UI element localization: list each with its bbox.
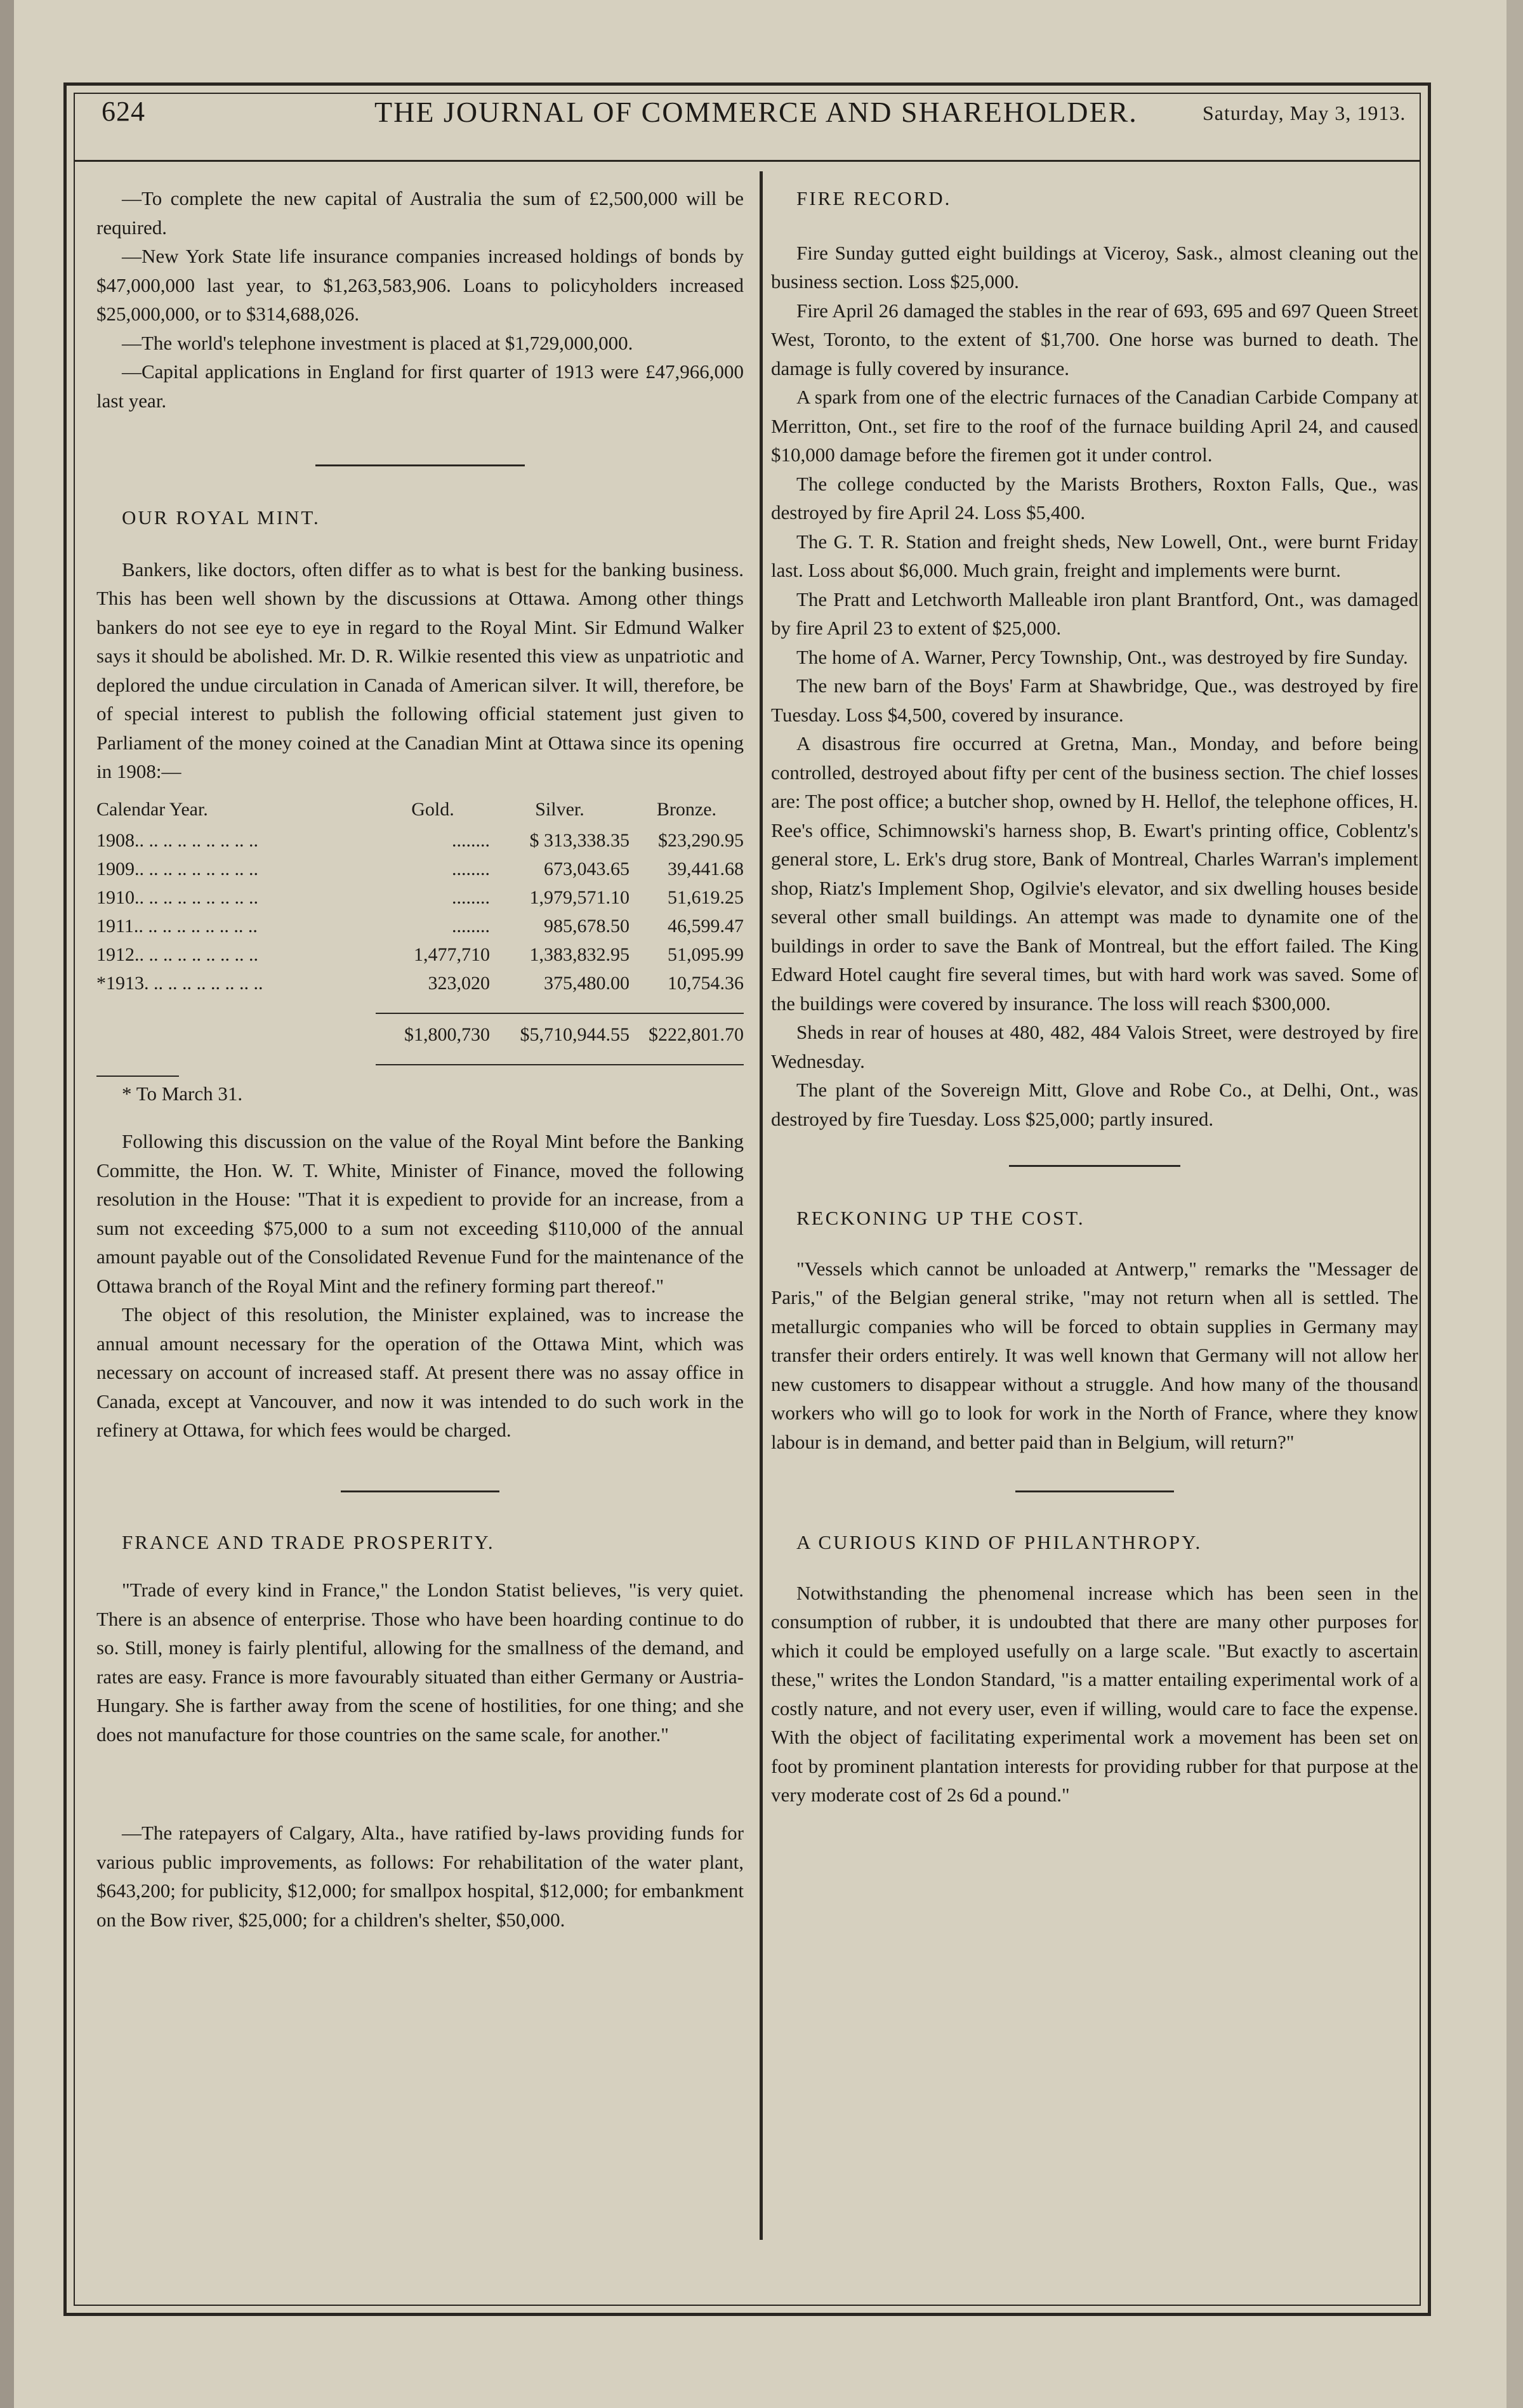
- table-header: Silver.: [535, 798, 584, 820]
- section-rule: [341, 1490, 499, 1492]
- mint-paragraph: Following this discussion on the value of the Royal Mint before the Banking Committe, the Hon. W. T. White, Minister of Finance, moved the following resolution in the House: "That it is expedient to provide for an increase, from a sum not exceeding $75,000 to a sum not exceeding $110,000 of the annual amount payable out of the Consolidated Revenue Fund for the maintenance of the Ottawa branch of the Royal Mint and the refinery forming part thereof.": [96, 1130, 744, 1297]
- table-row: [96, 940, 744, 969]
- table-cell: 1,979,571.10: [529, 886, 630, 908]
- fire-item: A disastrous fire occurred at Gretna, Man., Monday, and before being controlled, destroyed about fifty per cent of the business section. The chief losses are: The post office; a butcher shop, owned by H. Hellof, the telephone offices, H. Ree's office, Schimnowski's harness shop, B. Ewart's printing office, Coblentz's general store, L. Erk's drug store, Bank of Montreal, Charles Warran's implement shop, Riatz's Implement Shop, Ogilvie's elevator, and six dwelling houses beside several other small buildings. An attempt was made to dynamite one of the buildings in order to save the Bank of Montreal, but the effort failed. The King Edward Hotel caught fire several times, but with hard work was saved. Some of the buildings were covered by insurance. The loss will reach $300,000.: [771, 732, 1418, 1015]
- brief-item: —To complete the new capital of Australia the sum of £2,500,000 will be required.: [96, 187, 744, 239]
- total-silver: $5,710,944.55: [520, 1023, 630, 1045]
- fire-item: The G. T. R. Station and freight sheds, New Lowell, Ont., were burnt Friday last. Loss about $6,000. Much grain, freight and implements were burnt.: [771, 530, 1418, 581]
- philanthropy-body: Notwithstanding the phenomenal increase which has been seen in the consumption of rubber, it is undoubted that there are many other purposes for which it could be employed usefully on a large scale. "But exactly to ascertain these," writes the London Standard, "is a matter entailing experimental work of a costly nature, and not every user, even if willing, would care to face the expense. With the object of facilitating experimental work a movement has been set on foot by prominent plantation interests for providing rubber for that purpose at the very moderate cost of 2s 6d a pound.": [771, 1581, 1418, 1806]
- table-row: [96, 826, 744, 855]
- heading-france-trade: FRANCE AND TRADE PROSPERITY.: [122, 1530, 495, 1553]
- table-cell: 1908.. .. .. .. .. .. .. .. ..: [96, 829, 258, 851]
- right-column: [771, 184, 1418, 1810]
- table-cell: ........: [452, 858, 490, 879]
- brief-item: —The world's telephone investment is placed at $1,729,000,000.: [122, 331, 633, 354]
- table-cell: 1912.. .. .. .. .. .. .. .. ..: [96, 944, 258, 965]
- header-rule: [74, 160, 1421, 162]
- table-header: Calendar Year.: [96, 798, 208, 820]
- table-cell: 51,095.99: [668, 944, 744, 965]
- table-cell: 39,441.68: [668, 858, 744, 879]
- table-cell: $ 313,338.35: [529, 829, 630, 851]
- fire-item: Sheds in rear of houses at 480, 482, 484 Valois Street, were destroyed by fire Wednesday.: [771, 1021, 1418, 1072]
- table-cell: 323,020: [428, 972, 490, 994]
- reckoning-body: "Vessels which cannot be unloaded at Antwerp," remarks the "Messager de Paris," of the Belgian general strike, "may not return when all is settled. The metallurgic companies who will be forced to obtain supplies in Germany may transfer their orders entirely. It was well known that Germany will not allow her new customers to disappear without a struggle. And how many of the thousand workers who will go to look for work in the North of France, where they know labour is in demand, and better paid than in Belgium, will return?": [771, 1257, 1418, 1453]
- table-cell: 985,678.50: [544, 915, 630, 937]
- table-cell: 1911.. .. .. .. .. .. .. .. ..: [96, 915, 258, 937]
- mint-coinage-table: [96, 795, 744, 1065]
- issue-date: Saturday, May 3, 1913.: [1203, 102, 1406, 124]
- section-rule: [1009, 1165, 1180, 1167]
- table-cell: ........: [452, 915, 490, 937]
- table-header: Gold.: [411, 798, 454, 820]
- table-rule-row: [96, 997, 744, 1013]
- mint-paragraph: The object of this resolution, the Minister explained, was to increase the annual amount necessary for the operation of the Ottawa Mint, which was necessary on account of increased staff. At present there was no assay office in Canada, except at Vancouver, and now it was intended to do such work in the refinery at Ottawa, for which fees would be charged.: [96, 1303, 744, 1441]
- table-row: [96, 883, 744, 912]
- table-cell: 51,619.25: [668, 886, 744, 908]
- fire-item: Fire April 26 damaged the stables in the rear of 693, 695 and 697 Queen Street West, Toronto, to the extent of $1,700. One horse was burned to death. The damage is fully covered by insurance.: [771, 299, 1418, 379]
- table-cell: 1,383,832.95: [529, 944, 630, 965]
- table-row: [96, 969, 744, 997]
- table-cell: 375,480.00: [544, 972, 630, 994]
- heading-royal-mint: OUR ROYAL MINT.: [122, 506, 320, 529]
- table-header-row: [96, 795, 744, 826]
- table-row: [96, 912, 744, 940]
- footnote: * To March 31.: [122, 1082, 243, 1105]
- brief-item: —Capital applications in England for first quarter of 1913 were £47,966,000 last year.: [96, 360, 744, 412]
- fire-item: The plant of the Sovereign Mitt, Glove and Robe Co., at Delhi, Ont., was destroyed by fire Tuesday. Loss $25,000; partly insured.: [771, 1079, 1418, 1130]
- table-cell: 1,477,710: [414, 944, 490, 965]
- fire-item: The new barn of the Boys' Farm at Shawbridge, Que., was destroyed by fire Tuesday. Loss $4,500, covered by insurance.: [771, 674, 1418, 726]
- left-column: [96, 184, 744, 1934]
- total-gold: $1,800,730: [404, 1023, 490, 1045]
- fire-item: The college conducted by the Marists Brothers, Roxton Falls, Que., was destroyed by fire April 24. Loss $5,400.: [771, 472, 1418, 523]
- table-cell: [96, 1013, 376, 1049]
- mint-intro: Bankers, like doctors, often differ as to what is best for the banking business. This has been well shown by the discussions at Ottawa. Among other things bankers do not see eye to eye in regard to the Royal Mint. Sir Edmund Walker says it should be abolished. Mr. D. R. Wilkie resented this view as unpatriotic and deplored the undue circulation in Canada of American silver. It will, therefore, be of special interest to publish the following official statement just given to Parliament of the money coined at the Canadian Mint at Ottawa since its opening in 1908:—: [96, 558, 744, 782]
- table-cell: 1910.. .. .. .. .. .. .. .. ..: [96, 886, 258, 908]
- page-edge-right: [1507, 0, 1523, 2408]
- table-header: Bronze.: [656, 798, 717, 820]
- table-cell: 10,754.36: [668, 972, 744, 994]
- table-cell: $23,290.95: [658, 829, 744, 851]
- calgary-brief: —The ratepayers of Calgary, Alta., have ratified by-laws providing funds for various public improvements, as follows: For rehabilitation of the water plant, $643,200; for publicity, $12,000; for smallpox hospital, $12,000; for embankment on the Bow river, $25,000; for a children's shelter, $50,000.: [96, 1822, 744, 1931]
- section-rule: [1015, 1490, 1174, 1492]
- page-edge-left: [0, 0, 14, 2408]
- heading-reckoning: RECKONING UP THE COST.: [796, 1207, 1085, 1229]
- fire-item: The home of A. Warner, Percy Township, Ont., was destroyed by fire Sunday.: [796, 645, 1408, 668]
- fire-item: Fire Sunday gutted eight buildings at Viceroy, Sask., almost cleaning out the business section. Loss $25,000.: [771, 241, 1418, 293]
- table-totals-row: [96, 1013, 744, 1049]
- journal-title: THE JOURNAL OF COMMERCE AND SHAREHOLDER.: [374, 96, 1138, 128]
- table-cell: ........: [452, 886, 490, 908]
- heading-philanthropy: A CURIOUS KIND OF PHILANTHROPY.: [796, 1531, 1203, 1553]
- france-body: "Trade of every kind in France," the London Statist believes, "is very quiet. There is an absence of enterprise. Those who have been hoarding continue to do so. Still, money is fairly plentiful, allowing for the smallness of the demand, and rates are easy. France is more favourably situated than either Germany or Austria-Hungary. She is farther away from the scene of hostilities, for one thing; and she does not manufacture for those countries on the same scale, for another.": [96, 1579, 744, 1746]
- section-rule: [315, 464, 525, 466]
- heading-fire-record: FIRE RECORD.: [796, 187, 952, 209]
- brief-item: —New York State life insurance companies increased holdings of bonds by $47,000,000 last year, to $1,263,583,906. Loans to policyholders increased $25,000,000, or to $314,688,026.: [96, 245, 744, 325]
- table-cell: 1909.. .. .. .. .. .. .. .. ..: [96, 858, 258, 879]
- table-cell: 46,599.47: [668, 915, 744, 937]
- table-cell: *1913. .. .. .. .. .. .. .. ..: [96, 972, 263, 994]
- column-divider: [760, 171, 763, 2240]
- footnote-rule: [96, 1076, 179, 1077]
- fire-item: The Pratt and Letchworth Malleable iron plant Brantford, Ont., was damaged by fire April 23 to extent of $25,000.: [771, 588, 1418, 639]
- table-row: [96, 855, 744, 883]
- fire-item: A spark from one of the electric furnaces of the Canadian Carbide Company at Merritton, Ont., set fire to the roof of the furnace building April 24, and caused $10,000 damage before the firemen got it under control.: [771, 386, 1418, 466]
- total-bronze: $222,801.70: [649, 1023, 744, 1045]
- table-rule-row: [96, 1049, 744, 1065]
- page-number: 624: [102, 96, 145, 127]
- table-cell: ........: [452, 829, 490, 851]
- table-cell: 673,043.65: [544, 858, 630, 879]
